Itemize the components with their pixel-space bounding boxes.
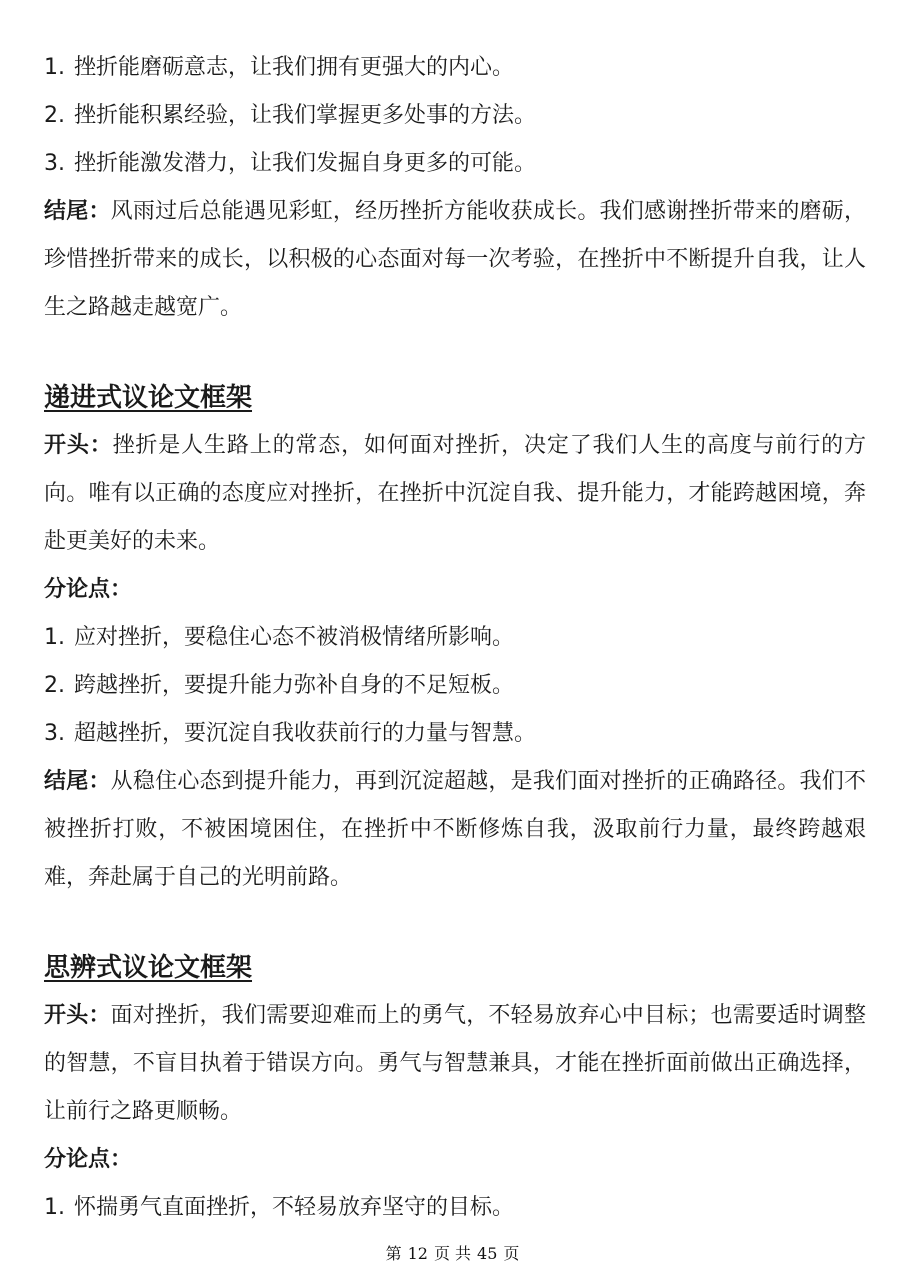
ending-paragraph (44, 188, 866, 332)
list-text: 超越挫折，要沉淀自我收获前行的力量与智慧。 (74, 721, 537, 746)
opening-text: 挫折是人生路上的常态，如何面对挫折，决定了我们人生的高度与前行的方向。唯有以正确的态度应对挫折，在挫折中沉淀自我、提升能力，才能跨越困境，奔赴更美好的未来。 (44, 433, 866, 554)
section-gap (44, 332, 866, 374)
footer-mid: 页 共 (433, 1244, 472, 1263)
opening-paragraph (44, 422, 866, 566)
list-number: 3. (44, 151, 65, 176)
page-footer (0, 1244, 905, 1264)
footer-total-pages: 45 (477, 1244, 498, 1263)
list-number: 1. (44, 55, 65, 80)
list-text: 挫折能激发潜力，让我们发掘自身更多的可能。 (74, 151, 537, 176)
opening-label: 开头： (44, 433, 113, 458)
footer-suffix: 页 (503, 1244, 520, 1263)
list-text: 挫折能磨砺意志，让我们拥有更强大的内心。 (74, 55, 515, 80)
list-item (44, 614, 866, 662)
list-item (44, 140, 866, 188)
list-number: 1. (44, 1195, 65, 1220)
ending-label: 结尾： (44, 769, 111, 794)
document-body (44, 44, 866, 1232)
list-text: 怀揣勇气直面挫折，不轻易放弃坚守的目标。 (74, 1195, 515, 1220)
opening-label: 开头： (44, 1003, 111, 1028)
section-heading: 思辨式议论文框架 (44, 953, 253, 983)
footer-page-number: 12 (407, 1244, 428, 1263)
list-text: 挫折能积累经验，让我们掌握更多处事的方法。 (74, 103, 537, 128)
list-number: 3. (44, 721, 65, 746)
list-number: 1. (44, 625, 65, 650)
ending-text: 风雨过后总能遇见彩虹，经历挫折方能收获成长。我们感谢挫折带来的磨砺，珍惜挫折带来的成长，以积极的心态面对每一次考验，在挫折中不断提升自我，让人生之路越走越宽广。 (44, 199, 866, 320)
ending-paragraph (44, 758, 866, 902)
list-item (44, 662, 866, 710)
section-gap (44, 902, 866, 944)
list-item (44, 44, 866, 92)
list-item (44, 1184, 866, 1232)
opening-text: 面对挫折，我们需要迎难而上的勇气，不轻易放弃心中目标；也需要适时调整的智慧，不盲目执着于错误方向。勇气与智慧兼具，才能在挫折面前做出正确选择，让前行之路更顺畅。 (44, 1003, 866, 1124)
opening-paragraph (44, 992, 866, 1136)
ending-label: 结尾： (44, 199, 111, 224)
list-number: 2. (44, 673, 65, 698)
list-item (44, 710, 866, 758)
list-item (44, 92, 866, 140)
footer-prefix: 第 (385, 1244, 402, 1263)
points-label: 分论点： (44, 1147, 133, 1172)
section-heading: 递进式议论文框架 (44, 383, 253, 413)
list-text: 跨越挫折，要提升能力弥补自身的不足短板。 (74, 673, 515, 698)
points-label: 分论点： (44, 577, 133, 602)
list-number: 2. (44, 103, 65, 128)
list-text: 应对挫折，要稳住心态不被消极情绪所影响。 (74, 625, 515, 650)
ending-text: 从稳住心态到提升能力，再到沉淀超越，是我们面对挫折的正确路径。我们不被挫折打败，不被困境困住，在挫折中不断修炼自我，汲取前行力量，最终跨越艰难，奔赴属于自己的光明前路。 (44, 769, 866, 890)
